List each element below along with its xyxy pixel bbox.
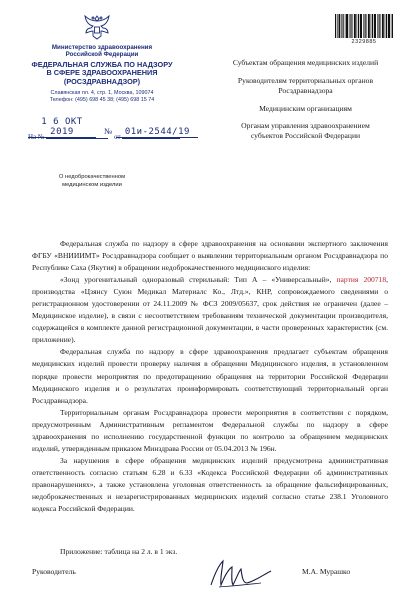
document-number: 01и-2544/19 (116, 127, 198, 138)
barcode-image (335, 14, 393, 38)
recipient-item: Руководителям территориальных органов Росздравнадзора (237, 75, 374, 95)
subject-line2: медицинском изделии (62, 181, 122, 188)
agency-line1: ФЕДЕРАЛЬНАЯ СЛУЖБА ПО НАДЗОРУ (31, 60, 173, 69)
recipient-item: Медицинским организациям (259, 103, 352, 113)
appendix-note: Приложение: таблица на 2 л. в 1 экз. (60, 547, 178, 556)
subject-line1: О недоброкачественном (58, 174, 126, 180)
coat-of-arms-emblem (82, 12, 112, 42)
recipient-item: Субъектам обращения медицинских изделий (232, 58, 379, 67)
agency-line3: (РОСЗДРАВНАДЗОР) (63, 76, 141, 86)
reference-line (28, 131, 180, 141)
ot-label: от (114, 133, 121, 141)
agency-header (22, 44, 182, 86)
number-label: № (104, 126, 113, 136)
body-paragraph: За нарушения в сфере обращения медицинских изделий предусмотрена административная ответственность согласно статьям 6.28 и 6.33 «Кодекса Российской Федерации об административных правонарушениях», а также установлена уголовная ответственность за обращение фальсифицированных, недоброкачественных и незарегистрированных медицинских изделий согласно статье 238.1 Уголовного кодекса Российской Федерации. (32, 455, 388, 514)
product-text-a: «Зонд урогенитальный одноразовый стерильный: Тип А – «Универсальный», (60, 275, 337, 285)
signatory-name: М.А. Мурашко (302, 567, 351, 576)
product-text-b: , производства «Цзянсу Суюн Медикал Материалс Ко., Лтд.», КНР, сопровождаемого сведениями о регистрационном удостоверении от 24.11.2009 № ФСЗ 2009/05637, срок действия не ограничен (далее – Медицинское изделие), в связи с несоответствием требованиям технической документации производителя, содержащейся в комплекте данной регистрационной документации, в части проверенных характеристик (см. приложение). (32, 275, 388, 345)
document-subject (32, 174, 152, 189)
signatory-role: Руководитель (32, 567, 76, 576)
body-paragraph (32, 274, 388, 346)
body-paragraph: Федеральная служба по надзору в сфере здравоохранения на основании экспертного заключения ФГБУ «ВНИИИМТ» Росздравнадзора сообщает о выявлении территориальным органом Росздравнадзора по Республике Саха (Якутия) в обращении недоброкачественного медицинского изделия: (32, 239, 388, 273)
batch-stamp: партия 200718 (336, 275, 387, 285)
body-paragraph: Федеральная служба по надзору в сфере здравоохранения предлагает субъектам обращения медицинских изделий провести проверку наличия в обращении Медицинского изделия, в установленном порядке провести мероприятия по предотвращению обращения на территории Российской Федерации Медицинского изделия и о результатах проинформировать соответствующий территориальный орган Росздравнадзора. (32, 347, 388, 405)
handwritten-signature (205, 553, 275, 593)
letter-body (32, 238, 388, 515)
agency-address (22, 90, 182, 105)
barcode-number: 2329885 (351, 39, 377, 45)
body-paragraph: Территориальным органам Росздравнадзора провести мероприятия в соответствии с порядком, предусмотренным Административным регламентом Федеральной службы по надзору в сфере здравоохранения по исполнению государственной функции по контролю за обращением медицинских изделий, утвержденным приказом Минздрава России от 05.04.2013 № 196н. (32, 407, 388, 453)
ministry-line1: Министерство здравоохранения (51, 44, 153, 51)
ministry-line2: Российской Федерации (65, 51, 139, 58)
address-line2: Телефон: (495) 698 45 38; (495) 698 15 74 (49, 97, 155, 104)
address-line1: Славянская пл. 4, стр. 1, Москва, 109074 (50, 90, 154, 96)
recipients-block (228, 58, 383, 149)
agency-line2: В СФЕРЕ ЗДРАВООХРАНЕНИЯ (46, 68, 158, 78)
recipient-item: Органам управления здравоохранением субъектов Российской Федерации (241, 121, 370, 141)
na-label: На № (28, 133, 45, 141)
document-date: 1 6 ОКТ 2019 (28, 117, 96, 138)
